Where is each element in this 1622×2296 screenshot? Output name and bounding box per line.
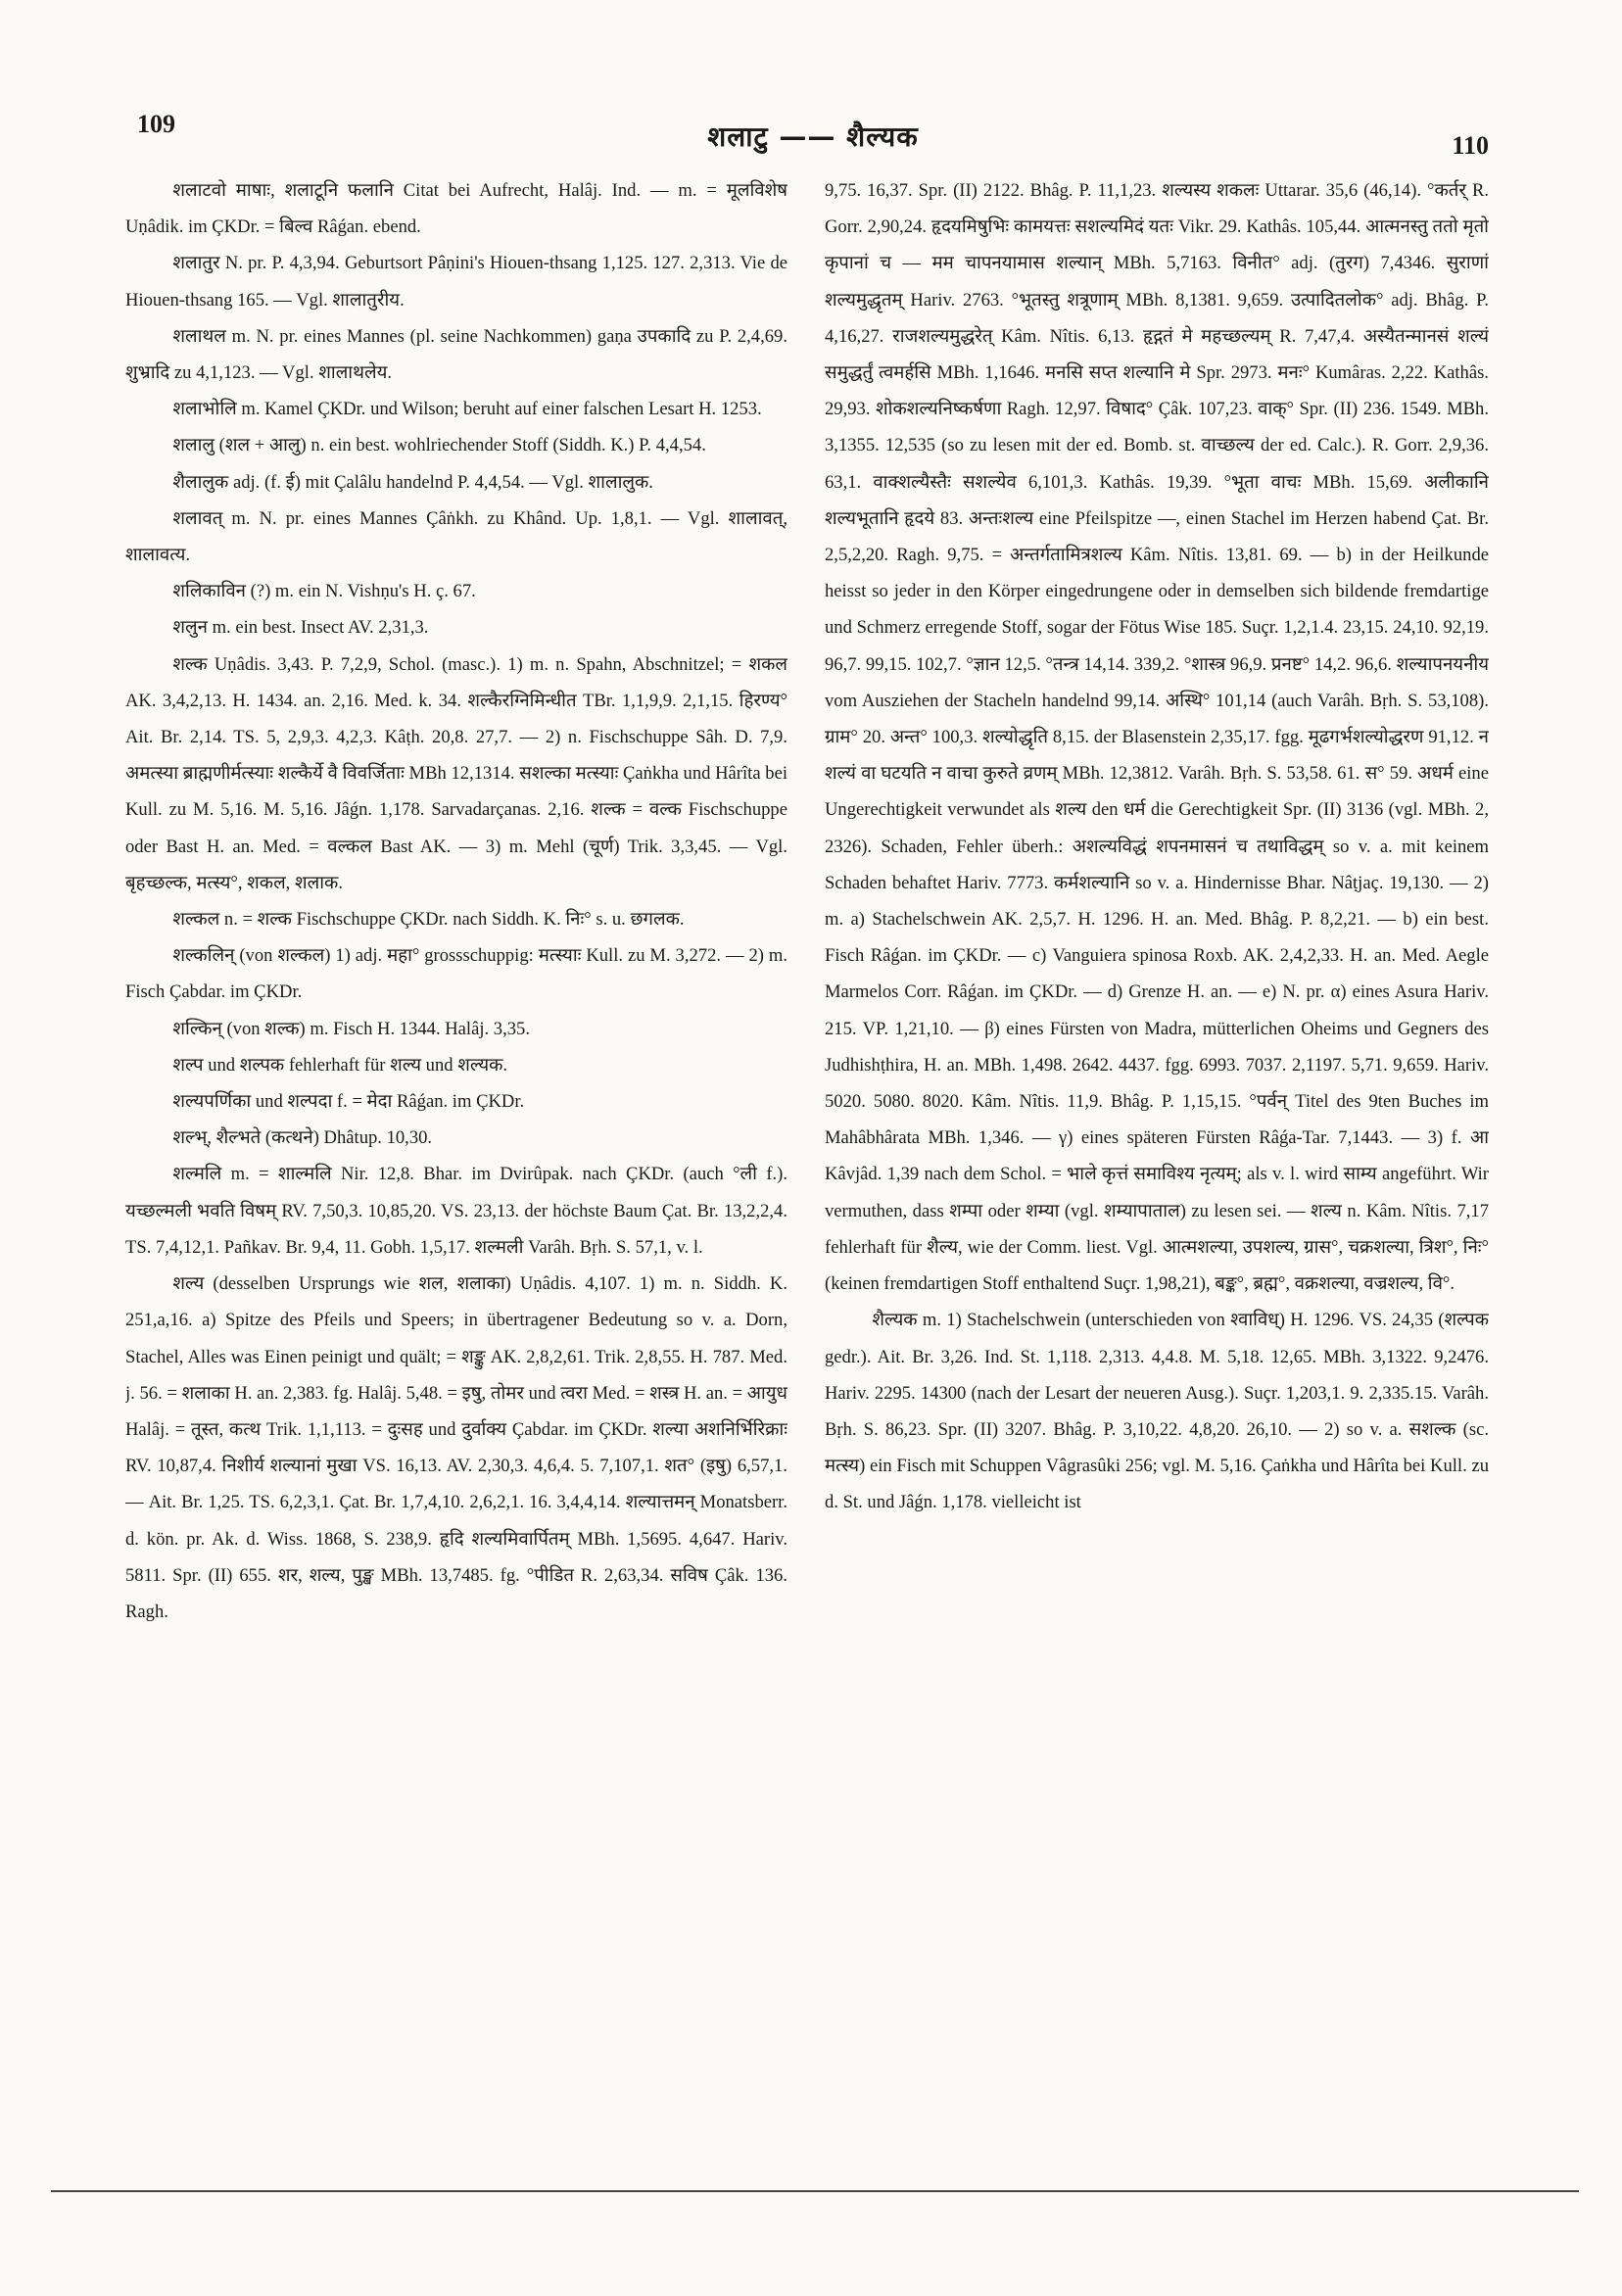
dictionary-entry: शलालु (शल + आलु) n. ein best. wohlriechender Stoff (Siddh. K.) P. 4,4,54. (172, 435, 706, 456)
dictionary-entry: शलाथल m. N. pr. eines Mannes (pl. seine Nachkommen) gaṇa उपकादि zu P. 2,4,69. शुभ्रादि zu 4,1,123. — Vgl. शालाथलेय. (125, 325, 787, 384)
dictionary-entry: शलुन m. ein best. Insect AV. 2,31,3. (172, 617, 429, 639)
dictionary-entry: शैल्यक m. 1) Stachelschwein (unterschieden von श्वाविध्) H. 1296. VS. 24,35 (शल्पक gedr.). Ait. Br. 3,26. Ind. St. 1,118. 2,313. 4,4.8. M. 5,18. 12,65. MBh. 3,1322. 9,2476. Hariv. 2295. 14300 (nach der Lesart der neueren Ausg.). Suçr. 1,203,1. 9. 2,335.15. Varâh. Bṛh. S. 86,23. Spr. (II) 3207. Bhâg. P. 3,10,22. 4,8,20. 26,10. — 2) so v. a. सशल्क (sc. मत्स्य) ein Fisch mit Schuppen Vâgrasûki 256; vgl. M. 5,16. Çaṅkha und Hârîta bei Kull. zu d. St. und Jâǵn. 1,178. vielleicht ist (825, 1310, 1489, 1513)
dictionary-entry: शल्प und शल्पक fehlerhaft für शल्य und शल्यक. (172, 1054, 508, 1076)
right-column (825, 172, 1489, 1916)
footer-rule (51, 2190, 1579, 2192)
dictionary-entry: शलाभोलि m. Kamel ÇKDr. und Wilson; beruht auf einer falschen Lesart H. 1253. (172, 399, 762, 420)
dictionary-entry: शलावत् m. N. pr. eines Mannes Çâṅkh. zu Khând. Up. 1,8,1. — Vgl. शालावत्, शालावत्य. (125, 507, 787, 566)
dictionary-entry: शल्भ्, शैल्भते (कत्थने) Dhâtup. 10,30. (172, 1127, 433, 1149)
dictionary-entry: शैलालुक adj. (f. ई) mit Çalâlu handelnd P. 4,4,54. — Vgl. शालालुक. (172, 471, 653, 493)
dictionary-entry: शल्क Uṇâdis. 3,43. P. 7,2,9, Schol. (masc.). 1) m. n. Spahn, Abschnitzel; = शकल AK. 3,4,2,13. H. 1434. an. 2,16. Med. k. 34. शल्कैरग्निमिन्धीत TBr. 1,1,9,9. 2,1,15. हिरण्य° Ait. Br. 2,14. TS. 5, 2,9,3. 4,2,3. Kâṭh. 20,8. 27,7. — 2) n. Fischschuppe Sâh. D. 7,9. अमत्स्या ब्राह्मणीर्मत्स्याः शल्कैर्ये वै विवर्जिताः MBh 12,1314. सशल्का मत्स्याः Çaṅkha und Hârîta bei Kull. zu M. 5,16. M. 5,16. Jâǵn. 1,178. Sarvadarçanas. 2,16. शल्क = वल्क Fischschuppe oder Bast H. an. Med. = वल्कल Bast AK. — 3) m. Mehl (चूर्ण) Trik. 3,3,45. — Vgl. बृहच्छल्क, मत्स्य°, शकल, शलाक. (125, 653, 787, 893)
dictionary-entry: शल्कल n. = शल्क Fischschuppe ÇKDr. nach Siddh. K. निः° s. u. छगलक. (172, 909, 685, 931)
page-number-left: 109 (137, 110, 175, 138)
dictionary-entry: शल्मलि m. = शाल्मलि Nir. 12,8. Bhar. im Dvirûpak. nach ÇKDr. (auch °ली f.). यच्छल्मली भवति विषम् RV. 7,50,3. 10,85,20. VS. 23,13. der höchste Baum Çat. Br. 13,2,2,4. TS. 7,4,12,1. Pañkav. Br. 9,4, 11. Gobh. 1,5,17. शल्मली Varâh. Bṛh. S. 57,1, v. l. (125, 1164, 787, 1258)
dictionary-entry: शल्य (desselben Ursprungs wie शल, शलाका) Uṇâdis. 4,107. 1) m. n. Siddh. K. 251,a,16. a) Spitze des Pfeils und Speers; in übertragener Bedeutung so v. a. Dorn, Stachel, Alles was Einen peinigt und quält; = शङ्कु AK. 2,8,2,61. Trik. 2,8,55. H. 787. Med. j. 56. = शलाका H. an. 2,383. fg. Halâj. 5,48. = इषु, तोमर und त्वरा Med. = शस्त्र H. an. = आयुध Halâj. = तूस्त, कत्थ Trik. 1,1,113. = दुःसह und दुर्वाक्य Çabdar. im ÇKDr. शल्या अशनिर्भिरिक्राः RV. 10,87,4. निशीर्य शल्यानां मुखा VS. 16,13. AV. 2,30,3. 4,6,4. 5. 7,107,1. शत° (इषु) 6,57,1. — Ait. Br. 1,25. TS. 6,2,3,1. Çat. Br. 1,7,4,10. 2,6,2,1. 16. 3,4,4,14. शल्यात्तमन् Monatsberr. d. kön. pr. Ak. d. Wiss. 1868, S. 238,9. हृदि शल्यमिवार्पितम् MBh. 1,5695. 4,647. Hariv. 5811. Spr. (II) 655. शर, शल्य, पुङ्ख MBh. 13,7485. fg. °पीडित R. 2,63,34. सविष Çâk. 136. Ragh. (125, 1273, 787, 1622)
dictionary-entry: शलाटवो माषाः, शलाटूनि फलानि Citat bei Aufrecht, Halâj. Ind. — m. = मूलविशेष Uṇâdik. im ÇKDr. = बिल्व Râǵan. ebend. (125, 180, 787, 238)
dictionary-entry: शल्कलिन् (von शल्कल) 1) adj. महा° grossschuppig: मत्स्याः Kull. zu M. 3,272. — 2) m. Fisch Çabdar. im ÇKDr. (125, 945, 787, 1003)
left-column (125, 172, 787, 1916)
page-number-right: 110 (1452, 131, 1489, 160)
dictionary-entry: शल्किन् (von शल्क) m. Fisch H. 1344. Halâj. 3,35. (172, 1018, 530, 1039)
dictionary-entry-continued: 9,75. 16,37. Spr. (II) 2122. Bhâg. P. 11,1,23. शल्यस्य शकलः Uttarar. 35,6 (46,14). °कर्तर् R. Gorr. 2,90,24. हृदयमिषुभिः कामयत्तः सशल्यमिदं यतः Vikr. 29. Kathâs. 105,44. आत्मनस्तु ततो मृतो कृपानां च — मम चापनयामास शल्यान् MBh. 5,7163. विनीत° adj. (तुरग) 7,4346. सुराणां शल्यमुद्धृतम् Hariv. 2763. °भूतस्तु शत्रूणाम् MBh. 8,1381. 9,659. उत्पादितलोक° adj. Bhâg. P. 4,16,27. राजशल्यमुद्धरेत् Kâm. Nîtis. 6,13. हृद्गतं मे महच्छल्यम् R. 7,47,4. अस्यैतन्मानसं शल्यं समुद्धर्तुं त्वमर्हसि MBh. 1,1646. मनसि सप्त शल्यानि मे Spr. 2973. मनः° Kumâras. 2,22. Kathâs. 29,93. शोकशल्यनिष्कर्षणा Ragh. 12,97. विषाद° Çâk. 107,23. वाक्° Spr. (II) 236. 1549. MBh. 3,1355. 12,535 (so zu lesen mit der ed. Bomb. st. वाच्छल्य der ed. Calc.). R. Gorr. 2,9,36. 63,1. वाक्शल्यैस्तैः सशल्येव 6,101,3. Kathâs. 19,39. °भूता वाचः MBh. 15,69. अलीकानि शल्यभूतानि हृदये 83. अन्तःशल्य eine Pfeilspitze —, einen Stachel im Herzen habend Çat. Br. 2,5,2,20. Ragh. 9,75. = अन्तर्गतामित्रशल्य Kâm. Nîtis. 13,81. 69. — b) in der Heilkunde heisst so jeder in den Körper eingedrungene oder in demselben sich bildende fremdartige und Schmerz erregende Stoff, sogar der Fötus Wise 185. Suçr. 1,2,1.4. 23,15. 24,10. 92,19. 96,7. 99,15. 102,7. °ज्ञान 12,5. °तन्त्र 14,14. 339,2. °शास्त्र 96,9. प्रनष्ट° 14,2. 96,6. शल्यापनयनीय vom Ausziehen der Stacheln handelnd 99,14. अस्थि° 101,14 (auch Varâh. Bṛh. S. 53,108). ग्राम° 20. अन्त° 100,3. शल्योद्धृति 8,15. der Blasenstein 2,35,17. fgg. मूढगर्भशल्योद्धरण 91,12. न शल्यं वा घटयति न वाचा कुरुते व्रणम् MBh. 12,3812. Varâh. Bṛh. S. 53,58. 61. स° 59. अधर्म eine Ungerechtigkeit verwundet als शल्य den धर्म die Gerechtigkeit Spr. (II) 3136 (vgl. MBh. 2, 2326). Schaden, Fehler überh.: अशल्यविद्धं शपनमासनं च तथाविद्धम् so v. a. mit keinem Schaden behaftet Hariv. 7773. कर्मशल्यानि so v. a. Hindernisse Bhar. Nâṭjaç. 19,130. — 2) m. a) Stachelschwein AK. 2,5,7. H. 1296. H. an. Med. Bhâg. P. 8,2,21. — b) ein best. Fisch Râǵan. im ÇKDr. — c) Vanguiera spinosa Roxb. AK. 2,4,2,33. H. an. Med. Aegle Marmelos Corr. Râǵan. im ÇKDr. — d) Grenze H. an. — e) N. pr. α) eines Asura Hariv. 215. VP. 1,21,10. — β) eines Fürsten von Madra, mütterlichen Oheims und Gegners des Judhishṭhira, H. an. MBh. 1,498. 2642. 4437. fgg. 6993. 7037. 2,1197. 5,71. 9,659. Hariv. 5020. 5080. 8020. Kâm. Nîtis. 11,9. Bhâg. P. 1,15,15. °पर्वन् Titel des 9ten Buches im Mahâbhârata MBh. 1,346. — γ) eines späteren Fürsten Râǵa-Tar. 7,1443. — 3) f. आ Kâvjâd. 1,39 nach dem Schol. = भाले कृत्तं समाविश्य नृत्यम्; als v. l. wird साम्य angeführt. Wir vermuthen, dass शम्पा oder शम्या (vgl. शम्यापाताल) zu lesen sei. — शल्य n. Kâm. Nîtis. 7,17 fehlerhaft für शैल्य, wie der Comm. liest. Vgl. आत्मशल्या, उपशल्य, ग्रास°, चक्रशल्या, त्रिश°, निः° (keinen fremdartigen Stoff enthaltend Suçr. 1,98,21), बङ्क°, ब्रह्म°, वक्रशल्या, वज्रशल्य, वि°. (825, 180, 1489, 1295)
dictionary-entry: शल्यपर्णिका und शल्पदा f. = मेदा Râǵan. im ÇKDr. (172, 1091, 525, 1113)
page-header (137, 110, 1489, 159)
running-head: शलाटु —— शैल्यक (707, 120, 919, 153)
dictionary-entry: शलिकाविन (?) m. ein N. Vishṇu's H. ç. 67. (172, 581, 476, 602)
dictionary-entry: शलातुर N. pr. P. 4,3,94. Geburtsort Pâṇini's Hiouen-thsang 1,125. 127. 2,313. Vie de Hiouen-thsang 165. — Vgl. शालातुरीय. (125, 253, 787, 311)
